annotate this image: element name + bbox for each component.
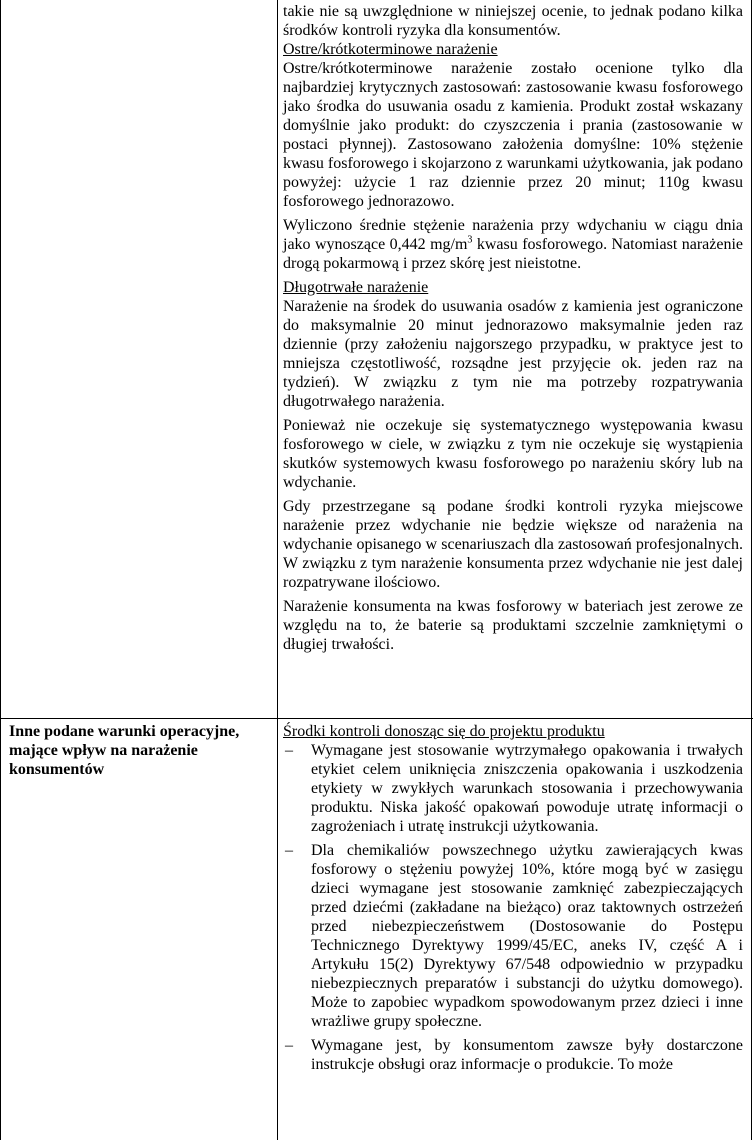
long-term-exposure-heading: Długotrwałe narażenie [283, 279, 429, 296]
acute-paragraph-2: Wyliczono średnie stężenie narażenia przy wdychaniu w ciągu dnia jako wynoszące 0,442 $mg/m^3$ kwasu fosforowego. Natomiast narażenie drogą pokarmową i przez skórę jest nieistotne. [283, 217, 744, 272]
row-divider [1, 718, 753, 719]
unit-superscript: 3 [467, 234, 473, 246]
row-label: Inne podane warunki operacyjne, mające wpływ na narażenie konsumentów [9, 723, 240, 778]
bullet-dash: – [285, 1037, 293, 1054]
long-term-paragraph-2: Ponieważ nie oczekuje się systematycznego występowania kwasu fosforowego w ciele, w związku z tym nie oczekuje się wystąpienia skutków systemowych kwasu fosforowego po narażeniu skóry lub na wdychanie. [283, 417, 743, 491]
intro-paragraph: takie nie są uwzględnione w niniejszej ocenie, to jednak podano kilka środków kontroli ryzyka dla konsumentów. [283, 3, 743, 39]
list-item: – Dla chemikaliów powszechnego użytku zawierających kwas fosforowy o stężeniu powyżej 10%, które mogą być w zasięgu dzieci wymagane jest stosowanie zamknięć zabezpieczających przed dziećmi (zakładane na bieżąco) oraz taktownych ostrzeżeń przed niebezpieczeństwem (Dostosowanie do Postępu Technicznego Dyrektywy 1999/45/EC, aneks IV, część A i Artykułu 15(2) Dyrektywy 67/548 odpowiednio w przypadku niebezpiecznych preparatów i substancji do użytku domowego). Może to zapobiec wypadkom spowodowanym przez dzieci i inne wrażliwe grupy społeczne. [285, 842, 743, 1030]
acute-exposure-heading: Ostre/krótkoterminowe narażenie [283, 41, 498, 58]
long-term-paragraph-1: Narażenie na środek do usuwania osadów z kamienia jest ograniczone do maksymalnie 20 minut jednorazowo maksymalnie jeden raz dziennie (przy założeniu najgorszego przypadku, w praktyce jest to mniejsza częstotliwość, rozsądne jest przyjęcie ok. jeden raz na tydzień). W związku z tym nie ma potrzeby rozpatrywania długotrwałego narażenia. [283, 298, 743, 410]
product-design-heading: Środki kontroli donosząc się do projektu produktu [283, 723, 605, 740]
list-item: – Wymagane jest stosowanie wytrzymałego opakowania i trwałych etykiet celem uniknięcia zniszczenia opakowania i uszkodzenia etykiety w zwykłych warunkach stosowania i przechowywania produktu. Niska jakość opakowań powoduje utratę informacji o zagrożeniach i utratę instrukcji użytkowania. [285, 742, 743, 835]
list-item: – Wymagane jest, by konsumentom zawsze były dostarczone instrukcje obsługi oraz informacje o produkcie. To może [285, 1037, 743, 1073]
control-measures-list [283, 741, 743, 1074]
bullet-dash: – [285, 842, 293, 859]
long-term-paragraph-4: Narażenie konsumenta na kwas fosforowy w bateriach jest zerowe ze względu na to, że baterie są produktami szczelnie zamkniętymi o długiej trwałości. [283, 598, 743, 653]
column-divider [277, 0, 278, 1140]
bottom-right-cell [283, 722, 743, 1079]
bullet-dash: – [285, 742, 293, 759]
long-term-paragraph-3: Gdy przestrzegane są podane środki kontroli ryzyka miejscowe narażenie przez wdychanie nie będzie większe od narażenia na wdychanie opisanego w scenariuszach dla zastosowań profesjonalnych. W związku z tym narażenie konsumenta przez wdychanie nie jest dalej rozpatrywane ilościowo. [283, 498, 743, 591]
acute-paragraph-1: Ostre/krótkoterminowe narażenie zostało ocenione tylko dla najbardziej krytycznych zastosowań: zastosowanie kwasu fosforowego jako środka do usuwania osadu z kamienia. Produkt został wskazany domyślnie jako produkt: do czyszczenia i prania (zastosowanie w postaci płynnej). Zastosowano założenia domyślne: 10% stężenie kwasu fosforowego i skojarzono z warunkami użytkowania, jak podano powyżej: użycie 1 raz dziennie przez 20 minut; 110g kwasu fosforowego jednorazowo. [283, 60, 743, 210]
top-right-cell [283, 2, 743, 654]
